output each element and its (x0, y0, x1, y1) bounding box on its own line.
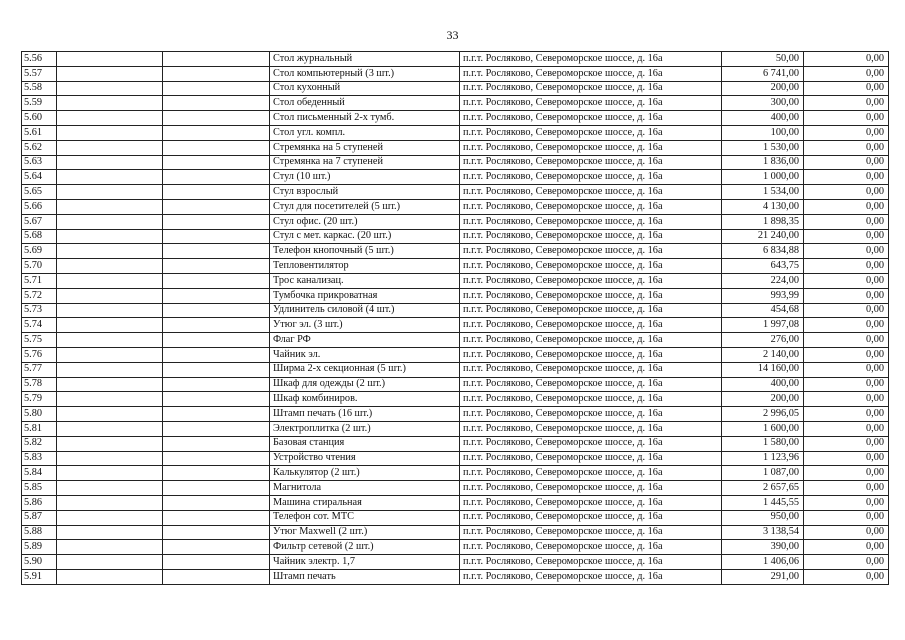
item-address: п.г.т. Росляково, Североморское шоссе, д. 16а (460, 333, 722, 348)
item-name: Шкаф для одежды (2 шт.) (270, 377, 460, 392)
item-address: п.г.т. Росляково, Североморское шоссе, д. 16а (460, 451, 722, 466)
table-row (22, 199, 889, 214)
book-value: 224,00 (722, 273, 804, 288)
item-name: Стол угл. компл. (270, 125, 460, 140)
item-name: Утюг эл. (3 шт.) (270, 318, 460, 333)
empty-cell (163, 362, 270, 377)
empty-cell (57, 140, 163, 155)
residual-value: 0,00 (804, 155, 889, 170)
book-value: 400,00 (722, 377, 804, 392)
row-number: 5.56 (22, 52, 57, 67)
item-name: Трос канализац. (270, 273, 460, 288)
empty-cell (57, 96, 163, 111)
row-number: 5.90 (22, 555, 57, 570)
item-address: п.г.т. Росляково, Североморское шоссе, д. 16а (460, 81, 722, 96)
table-row (22, 392, 889, 407)
residual-value: 0,00 (804, 436, 889, 451)
row-number: 5.82 (22, 436, 57, 451)
empty-cell (163, 510, 270, 525)
table-row (22, 466, 889, 481)
row-number: 5.78 (22, 377, 57, 392)
book-value: 1 530,00 (722, 140, 804, 155)
row-number: 5.87 (22, 510, 57, 525)
empty-cell (163, 96, 270, 111)
residual-value: 0,00 (804, 347, 889, 362)
empty-cell (163, 466, 270, 481)
book-value: 50,00 (722, 52, 804, 67)
empty-cell (57, 303, 163, 318)
book-value: 14 160,00 (722, 362, 804, 377)
item-name: Тумбочка прикроватная (270, 288, 460, 303)
residual-value: 0,00 (804, 481, 889, 496)
empty-cell (57, 407, 163, 422)
empty-cell (57, 421, 163, 436)
book-value: 200,00 (722, 81, 804, 96)
row-number: 5.79 (22, 392, 57, 407)
item-name: Шкаф комбиниров. (270, 392, 460, 407)
table-row (22, 66, 889, 81)
empty-cell (57, 52, 163, 67)
table-row (22, 436, 889, 451)
item-address: п.г.т. Росляково, Североморское шоссе, д. 16а (460, 185, 722, 200)
empty-cell (57, 495, 163, 510)
empty-cell (163, 392, 270, 407)
row-number: 5.57 (22, 66, 57, 81)
residual-value: 0,00 (804, 392, 889, 407)
item-address: п.г.т. Росляково, Североморское шоссе, д. 16а (460, 495, 722, 510)
book-value: 1 600,00 (722, 421, 804, 436)
residual-value: 0,00 (804, 451, 889, 466)
row-number: 5.66 (22, 199, 57, 214)
empty-cell (57, 259, 163, 274)
row-number: 5.81 (22, 421, 57, 436)
empty-cell (163, 525, 270, 540)
empty-cell (57, 288, 163, 303)
row-number: 5.62 (22, 140, 57, 155)
empty-cell (163, 244, 270, 259)
item-name: Телефон кнопочный (5 шт.) (270, 244, 460, 259)
table-row (22, 451, 889, 466)
empty-cell (163, 303, 270, 318)
book-value: 1 997,08 (722, 318, 804, 333)
empty-cell (57, 81, 163, 96)
item-address: п.г.т. Росляково, Североморское шоссе, д. 16а (460, 407, 722, 422)
residual-value: 0,00 (804, 199, 889, 214)
empty-cell (57, 244, 163, 259)
row-number: 5.67 (22, 214, 57, 229)
table-row (22, 569, 889, 584)
row-number: 5.88 (22, 525, 57, 540)
empty-cell (163, 66, 270, 81)
item-address: п.г.т. Росляково, Североморское шоссе, д. 16а (460, 303, 722, 318)
item-name: Утюг Maxwell (2 шт.) (270, 525, 460, 540)
residual-value: 0,00 (804, 125, 889, 140)
book-value: 643,75 (722, 259, 804, 274)
empty-cell (163, 333, 270, 348)
item-name: Стул для посетителей (5 шт.) (270, 199, 460, 214)
residual-value: 0,00 (804, 303, 889, 318)
item-address: п.г.т. Росляково, Североморское шоссе, д. 16а (460, 555, 722, 570)
residual-value: 0,00 (804, 96, 889, 111)
book-value: 993,99 (722, 288, 804, 303)
row-number: 5.64 (22, 170, 57, 185)
item-name: Штамп печать (270, 569, 460, 584)
item-address: п.г.т. Росляково, Североморское шоссе, д. 16а (460, 377, 722, 392)
item-address: п.г.т. Росляково, Североморское шоссе, д. 16а (460, 155, 722, 170)
book-value: 1 580,00 (722, 436, 804, 451)
table-row (22, 362, 889, 377)
item-name: Фильтр сетевой (2 шт.) (270, 540, 460, 555)
empty-cell (163, 170, 270, 185)
table-row (22, 510, 889, 525)
row-number: 5.68 (22, 229, 57, 244)
row-number: 5.76 (22, 347, 57, 362)
item-address: п.г.т. Росляково, Североморское шоссе, д. 16а (460, 170, 722, 185)
book-value: 2 140,00 (722, 347, 804, 362)
residual-value: 0,00 (804, 362, 889, 377)
empty-cell (57, 451, 163, 466)
table-row (22, 244, 889, 259)
row-number: 5.58 (22, 81, 57, 96)
empty-cell (163, 199, 270, 214)
item-name: Стул офис. (20 шт.) (270, 214, 460, 229)
item-name: Стол обеденный (270, 96, 460, 111)
book-value: 300,00 (722, 96, 804, 111)
empty-cell (163, 185, 270, 200)
empty-cell (57, 347, 163, 362)
empty-cell (57, 569, 163, 584)
table-row (22, 377, 889, 392)
item-address: п.г.т. Росляково, Североморское шоссе, д. 16а (460, 347, 722, 362)
item-name: Телефон сот. МТС (270, 510, 460, 525)
item-address: п.г.т. Росляково, Североморское шоссе, д. 16а (460, 244, 722, 259)
table-row (22, 481, 889, 496)
book-value: 454,68 (722, 303, 804, 318)
item-name: Удлинитель силовой (4 шт.) (270, 303, 460, 318)
item-address: п.г.т. Росляково, Североморское шоссе, д. 16а (460, 125, 722, 140)
row-number: 5.77 (22, 362, 57, 377)
residual-value: 0,00 (804, 244, 889, 259)
residual-value: 0,00 (804, 288, 889, 303)
book-value: 1 123,96 (722, 451, 804, 466)
book-value: 1 534,00 (722, 185, 804, 200)
item-name: Стол письменный 2-х тумб. (270, 111, 460, 126)
empty-cell (57, 125, 163, 140)
table-row (22, 259, 889, 274)
table-row (22, 155, 889, 170)
item-name: Ширма 2-х секционная (5 шт.) (270, 362, 460, 377)
row-number: 5.84 (22, 466, 57, 481)
item-address: п.г.т. Росляково, Североморское шоссе, д. 16а (460, 273, 722, 288)
book-value: 1 836,00 (722, 155, 804, 170)
empty-cell (163, 495, 270, 510)
book-value: 3 138,54 (722, 525, 804, 540)
book-value: 1 000,00 (722, 170, 804, 185)
book-value: 390,00 (722, 540, 804, 555)
book-value: 1 406,06 (722, 555, 804, 570)
row-number: 5.89 (22, 540, 57, 555)
row-number: 5.71 (22, 273, 57, 288)
residual-value: 0,00 (804, 140, 889, 155)
residual-value: 0,00 (804, 333, 889, 348)
table-row (22, 111, 889, 126)
empty-cell (57, 466, 163, 481)
empty-cell (163, 436, 270, 451)
empty-cell (57, 185, 163, 200)
item-name: Стул с мет. каркас. (20 шт.) (270, 229, 460, 244)
item-address: п.г.т. Росляково, Североморское шоссе, д. 16а (460, 569, 722, 584)
item-address: п.г.т. Росляково, Североморское шоссе, д. 16а (460, 229, 722, 244)
page-number: 33 (446, 28, 459, 42)
table-row (22, 185, 889, 200)
row-number: 5.91 (22, 569, 57, 584)
residual-value: 0,00 (804, 377, 889, 392)
item-name: Чайник эл. (270, 347, 460, 362)
book-value: 1 898,35 (722, 214, 804, 229)
book-value: 291,00 (722, 569, 804, 584)
residual-value: 0,00 (804, 273, 889, 288)
table-row (22, 96, 889, 111)
residual-value: 0,00 (804, 214, 889, 229)
book-value: 2 996,05 (722, 407, 804, 422)
row-number: 5.73 (22, 303, 57, 318)
table-row (22, 303, 889, 318)
empty-cell (57, 155, 163, 170)
empty-cell (163, 125, 270, 140)
table-row (22, 52, 889, 67)
residual-value: 0,00 (804, 495, 889, 510)
item-address: п.г.т. Росляково, Североморское шоссе, д. 16а (460, 214, 722, 229)
empty-cell (57, 229, 163, 244)
empty-cell (163, 229, 270, 244)
item-address: п.г.т. Росляково, Североморское шоссе, д. 16а (460, 362, 722, 377)
table-row (22, 495, 889, 510)
book-value: 21 240,00 (722, 229, 804, 244)
empty-cell (163, 52, 270, 67)
row-number: 5.74 (22, 318, 57, 333)
residual-value: 0,00 (804, 185, 889, 200)
empty-cell (57, 170, 163, 185)
book-value: 1 087,00 (722, 466, 804, 481)
item-address: п.г.т. Росляково, Североморское шоссе, д. 16а (460, 436, 722, 451)
item-name: Стол компьютерный (3 шт.) (270, 66, 460, 81)
empty-cell (57, 111, 163, 126)
empty-cell (163, 81, 270, 96)
item-name: Штамп печать (16 шт.) (270, 407, 460, 422)
table-row (22, 555, 889, 570)
item-address: п.г.т. Росляково, Североморское шоссе, д. 16а (460, 259, 722, 274)
item-name: Стул взрослый (270, 185, 460, 200)
row-number: 5.63 (22, 155, 57, 170)
empty-cell (57, 199, 163, 214)
residual-value: 0,00 (804, 229, 889, 244)
item-name: Базовая станция (270, 436, 460, 451)
table-row (22, 214, 889, 229)
empty-cell (57, 66, 163, 81)
residual-value: 0,00 (804, 466, 889, 481)
empty-cell (163, 273, 270, 288)
empty-cell (163, 111, 270, 126)
empty-cell (57, 392, 163, 407)
item-address: п.г.т. Росляково, Североморское шоссе, д. 16а (460, 199, 722, 214)
empty-cell (57, 377, 163, 392)
table-row (22, 347, 889, 362)
residual-value: 0,00 (804, 525, 889, 540)
empty-cell (57, 540, 163, 555)
residual-value: 0,00 (804, 555, 889, 570)
item-address: п.г.т. Росляково, Североморское шоссе, д. 16а (460, 540, 722, 555)
table-row (22, 288, 889, 303)
book-value: 200,00 (722, 392, 804, 407)
empty-cell (57, 362, 163, 377)
table-row (22, 540, 889, 555)
book-value: 400,00 (722, 111, 804, 126)
residual-value: 0,00 (804, 318, 889, 333)
empty-cell (57, 481, 163, 496)
empty-cell (163, 155, 270, 170)
book-value: 6 741,00 (722, 66, 804, 81)
residual-value: 0,00 (804, 407, 889, 422)
row-number: 5.69 (22, 244, 57, 259)
row-number: 5.65 (22, 185, 57, 200)
item-name: Чайник электр. 1,7 (270, 555, 460, 570)
inventory-table (21, 51, 889, 585)
empty-cell (57, 273, 163, 288)
residual-value: 0,00 (804, 170, 889, 185)
item-address: п.г.т. Росляково, Североморское шоссе, д. 16а (460, 481, 722, 496)
item-name: Стремянка на 7 ступеней (270, 155, 460, 170)
table-row (22, 407, 889, 422)
book-value: 276,00 (722, 333, 804, 348)
row-number: 5.86 (22, 495, 57, 510)
residual-value: 0,00 (804, 569, 889, 584)
item-address: п.г.т. Росляково, Североморское шоссе, д. 16а (460, 318, 722, 333)
empty-cell (163, 540, 270, 555)
row-number: 5.72 (22, 288, 57, 303)
table-row (22, 81, 889, 96)
residual-value: 0,00 (804, 66, 889, 81)
inventory-rows (22, 52, 889, 585)
item-name: Флаг РФ (270, 333, 460, 348)
row-number: 5.80 (22, 407, 57, 422)
item-name: Устройство чтения (270, 451, 460, 466)
book-value: 4 130,00 (722, 199, 804, 214)
table-row (22, 333, 889, 348)
empty-cell (163, 569, 270, 584)
empty-cell (57, 436, 163, 451)
row-number: 5.85 (22, 481, 57, 496)
empty-cell (163, 481, 270, 496)
book-value: 2 657,65 (722, 481, 804, 496)
table-row (22, 170, 889, 185)
table-row (22, 421, 889, 436)
empty-cell (163, 259, 270, 274)
item-address: п.г.т. Росляково, Североморское шоссе, д. 16а (460, 66, 722, 81)
residual-value: 0,00 (804, 111, 889, 126)
empty-cell (57, 333, 163, 348)
residual-value: 0,00 (804, 421, 889, 436)
item-address: п.г.т. Росляково, Североморское шоссе, д. 16а (460, 421, 722, 436)
book-value: 100,00 (722, 125, 804, 140)
empty-cell (163, 347, 270, 362)
book-value: 950,00 (722, 510, 804, 525)
residual-value: 0,00 (804, 510, 889, 525)
table-row (22, 140, 889, 155)
item-address: п.г.т. Росляково, Североморское шоссе, д. 16а (460, 392, 722, 407)
item-address: п.г.т. Росляково, Североморское шоссе, д. 16а (460, 52, 722, 67)
item-address: п.г.т. Росляково, Североморское шоссе, д. 16а (460, 466, 722, 481)
residual-value: 0,00 (804, 540, 889, 555)
item-address: п.г.т. Росляково, Североморское шоссе, д. 16а (460, 140, 722, 155)
empty-cell (57, 214, 163, 229)
empty-cell (163, 555, 270, 570)
empty-cell (163, 407, 270, 422)
residual-value: 0,00 (804, 81, 889, 96)
empty-cell (57, 510, 163, 525)
empty-cell (163, 421, 270, 436)
book-value: 1 445,55 (722, 495, 804, 510)
item-name: Стол журнальный (270, 52, 460, 67)
table-row (22, 125, 889, 140)
row-number: 5.75 (22, 333, 57, 348)
item-address: п.г.т. Росляково, Североморское шоссе, д. 16а (460, 96, 722, 111)
empty-cell (57, 555, 163, 570)
item-name: Калькулятор (2 шт.) (270, 466, 460, 481)
item-address: п.г.т. Росляково, Североморское шоссе, д. 16а (460, 525, 722, 540)
item-name: Электроплитка (2 шт.) (270, 421, 460, 436)
residual-value: 0,00 (804, 52, 889, 67)
item-name: Стол кухонный (270, 81, 460, 96)
empty-cell (163, 377, 270, 392)
table-row (22, 273, 889, 288)
row-number: 5.60 (22, 111, 57, 126)
row-number: 5.70 (22, 259, 57, 274)
empty-cell (163, 451, 270, 466)
item-name: Машина стиральная (270, 495, 460, 510)
item-name: Стул (10 шт.) (270, 170, 460, 185)
table-row (22, 318, 889, 333)
row-number: 5.83 (22, 451, 57, 466)
table-row (22, 229, 889, 244)
empty-cell (163, 288, 270, 303)
empty-cell (163, 214, 270, 229)
item-address: п.г.т. Росляково, Североморское шоссе, д. 16а (460, 288, 722, 303)
table-row (22, 525, 889, 540)
item-address: п.г.т. Росляково, Североморское шоссе, д. 16а (460, 510, 722, 525)
item-name: Тепловентилятор (270, 259, 460, 274)
row-number: 5.61 (22, 125, 57, 140)
empty-cell (57, 525, 163, 540)
item-name: Магнитола (270, 481, 460, 496)
book-value: 6 834,88 (722, 244, 804, 259)
empty-cell (163, 140, 270, 155)
row-number: 5.59 (22, 96, 57, 111)
item-address: п.г.т. Росляково, Североморское шоссе, д. 16а (460, 111, 722, 126)
residual-value: 0,00 (804, 259, 889, 274)
item-name: Стремянка на 5 ступеней (270, 140, 460, 155)
empty-cell (57, 318, 163, 333)
empty-cell (163, 318, 270, 333)
